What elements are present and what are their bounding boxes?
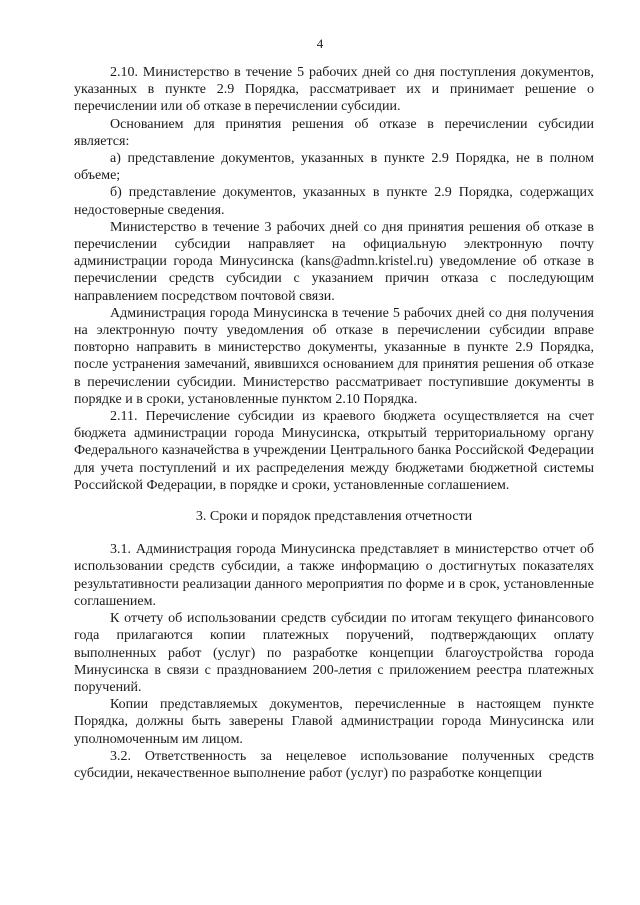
paragraph-item-b: б) представление документов, указанных в пункте 2.9 Порядка, содержащих недостоверные сведения. bbox=[74, 185, 594, 218]
paragraph-copies-certified: Копии представляемых документов, перечисленные в настоящем пункте Порядка, должны быть заверены Главой администрации города Минусинска или уполномоченным им лицом. bbox=[74, 697, 594, 747]
paragraph-refusal-grounds: Основанием для принятия решения об отказе в перечислении субсидии является: bbox=[74, 116, 594, 149]
paragraph-resubmission: Администрация города Минусинска в течение 5 рабочих дней со дня получения на электронную почту уведомления об отказе в перечислении субсидии вправе повторно направить в министерство документы, указанные в пункте 2.9 Порядка, после устранения замечаний, явившихся основанием для принятия решения об отказе в перечислении субсидии. Министерство рассматривает поступившие документы в порядке и в сроки, установленные пунктом 2.10 Порядка. bbox=[74, 305, 594, 407]
paragraph-item-a: а) представление документов, указанных в пункте 2.9 Порядка, не в полном объеме; bbox=[74, 151, 594, 184]
page-number: 4 bbox=[316, 36, 324, 51]
paragraph-report-attachments: К отчету об использовании средств субсидии по итогам текущего финансового года прилагаются копии платежных поручений, подтверждающих оплату выполненных работ (услуг) по разработке концепции благоустройства города Минусинска в связи с празднованием 200-летия с приложением реестра платежных поручений. bbox=[74, 611, 594, 695]
paragraph-2-11: 2.11. Перечисление субсидии из краевого бюджета осуществляется на счет бюджета администрации города Минусинска, открытый территориальному органу Федерального казначейства в учреждении Центрального банка Российской Федерации для учета поступлений и их распределения между бюджетами бюджетной системы Российской Федерации, в порядке и сроки, установленные соглашением. bbox=[74, 409, 594, 493]
paragraph-ministry-notice: Министерство в течение 3 рабочих дней со дня принятия решения об отказе в перечислении субсидии направляет на официальную электронную почту администрации города Минусинска (kans@admn.kristel.ru) уведомление об отказе в перечислении средств субсидии с указанием причин отказа с последующим направлением посредством почтовой связи. bbox=[74, 219, 594, 304]
paragraph-3-2: 3.2. Ответственность за нецелевое использование полученных средств субсидии, некачественное выполнение работ (услуг) по разработке концепции bbox=[74, 748, 594, 781]
paragraph-2-10: 2.10. Министерство в течение 5 рабочих дней со дня поступления документов, указанных в пункте 2.9 Порядка, рассматривает их и принимает решение о перечислении или об отказе в перечислении субсидии. bbox=[74, 65, 594, 115]
document-body bbox=[74, 64, 594, 782]
paragraph-3-1: 3.1. Администрация города Минусинска представляет в министерство отчет об использовании средств субсидии, а также информацию о достигнутых показателях результативности реализации данного мероприятия по форме и в срок, установленные соглашением. bbox=[74, 542, 594, 609]
section-heading: 3. Сроки и порядок представления отчетности bbox=[195, 509, 473, 525]
